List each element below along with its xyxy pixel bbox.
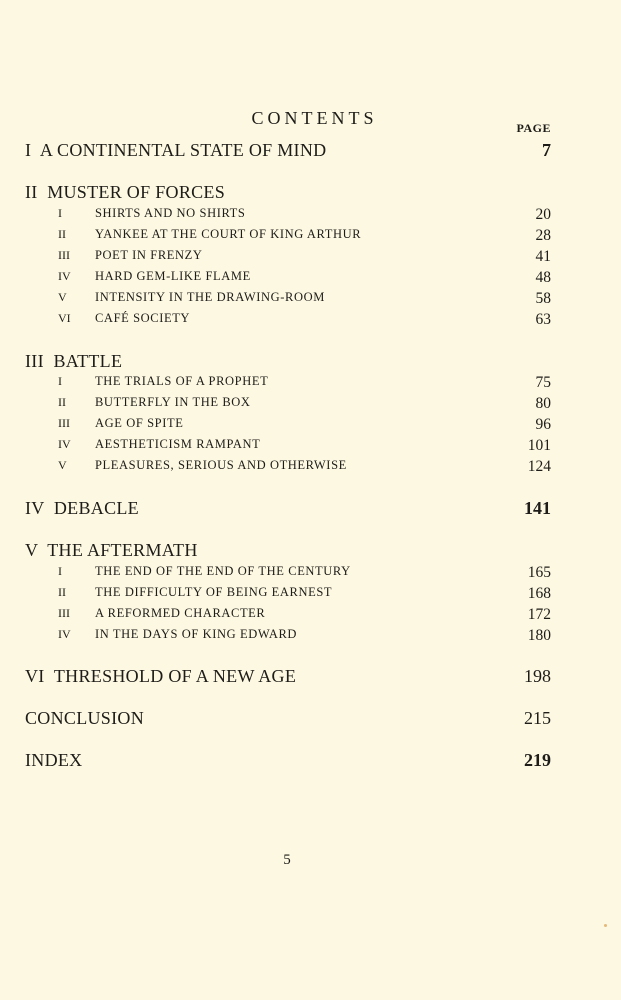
- section-page: 41: [535, 248, 551, 265]
- toc-chapter[interactable]: [0, 182, 621, 204]
- section-title: BUTTERFLY IN THE BOX: [95, 395, 251, 409]
- section-number: II: [58, 395, 66, 409]
- page-column-header: PAGE: [516, 121, 551, 135]
- chapter-page: 7: [542, 140, 551, 160]
- section-title: THE END OF THE END OF THE CENTURY: [95, 564, 351, 578]
- toc-chapter[interactable]: [0, 140, 621, 162]
- toc-section[interactable]: [0, 437, 621, 459]
- section-title: CAFÉ SOCIETY: [95, 311, 191, 325]
- toc-section[interactable]: [0, 395, 621, 417]
- toc-section[interactable]: [0, 606, 621, 628]
- chapter-page: 198: [524, 666, 551, 686]
- chapter-title: IV DEBACLE: [25, 498, 139, 518]
- section-page: 124: [527, 458, 551, 475]
- toc-section[interactable]: [0, 206, 621, 228]
- section-title: AGE OF SPITE: [95, 416, 184, 430]
- toc-section[interactable]: [0, 248, 621, 270]
- chapter-title: VI THRESHOLD OF A NEW AGE: [25, 666, 297, 686]
- section-title: THE DIFFICULTY OF BEING EARNEST: [95, 585, 333, 599]
- toc-section[interactable]: [0, 269, 621, 291]
- section-number: I: [58, 564, 62, 578]
- paper-blemish: [604, 924, 607, 927]
- section-title: THE TRIALS OF A PROPHET: [95, 374, 269, 388]
- toc-chapter[interactable]: [0, 540, 621, 562]
- toc-chapter[interactable]: [0, 750, 621, 772]
- section-title: PLEASURES, SERIOUS AND OTHERWISE: [95, 458, 347, 472]
- chapter-page: 141: [524, 498, 551, 518]
- section-title: HARD GEM-LIKE FLAME: [95, 269, 251, 283]
- toc-chapter[interactable]: [0, 498, 621, 520]
- toc-chapter[interactable]: [0, 708, 621, 730]
- toc-section[interactable]: [0, 627, 621, 649]
- section-page: 48: [535, 269, 551, 286]
- section-page: 101: [527, 437, 551, 454]
- toc-chapter[interactable]: [0, 666, 621, 688]
- section-page: 165: [527, 564, 551, 581]
- chapter-title: III BATTLE: [25, 351, 123, 371]
- section-number: VI: [58, 311, 71, 325]
- toc-section[interactable]: [0, 227, 621, 249]
- chapter-page: 219: [524, 750, 551, 770]
- section-title: SHIRTS AND NO SHIRTS: [95, 206, 246, 220]
- chapter-title: II MUSTER OF FORCES: [25, 182, 226, 202]
- section-title: POET IN FRENZY: [95, 248, 203, 262]
- page-number: 5: [283, 852, 291, 868]
- chapter-title: INDEX: [25, 750, 83, 770]
- contents-title: CONTENTS: [251, 108, 378, 128]
- section-page: 172: [527, 606, 551, 623]
- section-title: AESTHETICISM RAMPANT: [95, 437, 261, 451]
- toc-section[interactable]: [0, 290, 621, 312]
- toc-section[interactable]: [0, 564, 621, 586]
- toc-section[interactable]: [0, 585, 621, 607]
- section-number: IV: [58, 269, 71, 283]
- section-page: 180: [527, 627, 551, 644]
- section-page: 20: [535, 206, 551, 223]
- section-number: II: [58, 585, 66, 599]
- chapter-title: CONCLUSION: [25, 708, 145, 728]
- chapter-title: I A CONTINENTAL STATE OF MIND: [25, 140, 327, 160]
- chapter-page: 215: [524, 708, 551, 728]
- section-number: III: [58, 606, 70, 620]
- section-page: 28: [535, 227, 551, 244]
- section-number: V: [58, 290, 67, 304]
- toc-chapter[interactable]: [0, 351, 621, 373]
- section-title: INTENSITY IN THE DRAWING-ROOM: [95, 290, 325, 304]
- section-page: 63: [535, 311, 551, 328]
- section-page: 168: [527, 585, 551, 602]
- section-number: IV: [58, 627, 71, 641]
- section-number: I: [58, 206, 62, 220]
- section-number: III: [58, 416, 70, 430]
- section-number: V: [58, 458, 67, 472]
- section-page: 80: [535, 395, 551, 412]
- section-number: II: [58, 227, 66, 241]
- section-number: III: [58, 248, 70, 262]
- section-title: YANKEE AT THE COURT OF KING ARTHUR: [95, 227, 362, 241]
- section-title: A REFORMED CHARACTER: [95, 606, 266, 620]
- toc-section[interactable]: [0, 374, 621, 396]
- toc-section[interactable]: [0, 416, 621, 438]
- section-number: I: [58, 374, 62, 388]
- section-page: 75: [535, 374, 551, 391]
- toc-section[interactable]: [0, 458, 621, 480]
- toc-section[interactable]: [0, 311, 621, 333]
- section-page: 96: [535, 416, 551, 433]
- section-page: 58: [535, 290, 551, 307]
- section-number: IV: [58, 437, 71, 451]
- chapter-title: V THE AFTERMATH: [25, 540, 198, 560]
- section-title: IN THE DAYS OF KING EDWARD: [95, 627, 298, 641]
